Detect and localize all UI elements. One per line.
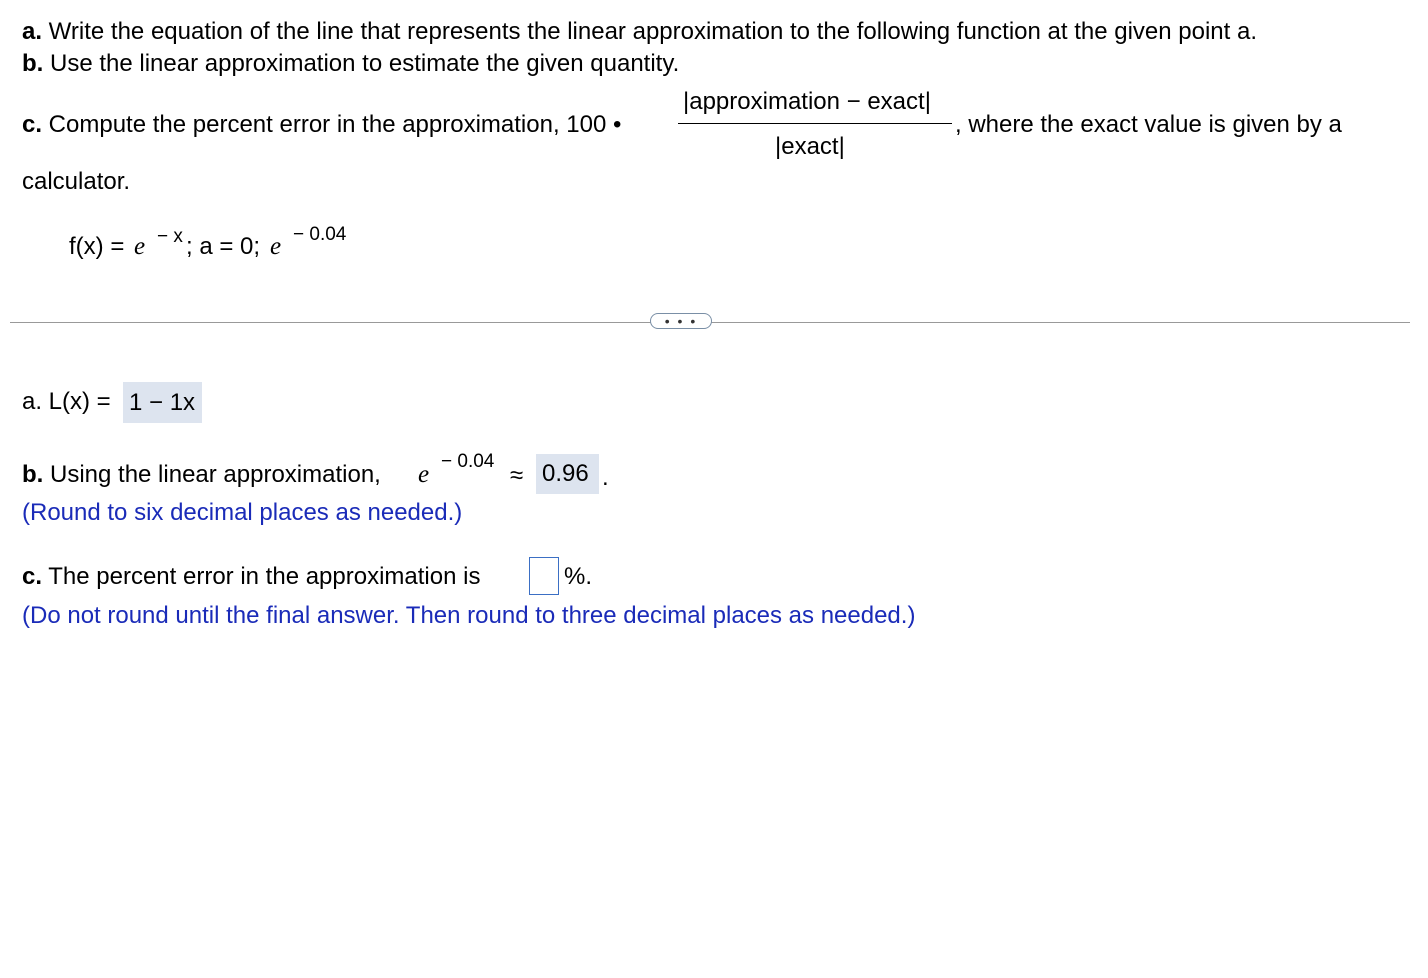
fraction-bar [678,123,952,124]
answer-a-line [22,388,111,416]
percent-error-input[interactable] [529,557,559,595]
function-exponent: − x [157,226,183,247]
part-c-tail-2: calculator. [22,168,131,195]
part-c-tail: , where the exact value is given by a [955,111,1342,138]
part-c-label: c. [22,111,43,138]
quantity-exponent: − 0.04 [293,224,347,245]
answer-b-exponent: − 0.04 [441,451,495,472]
question-part-b [22,50,679,78]
answer-c-text: The percent error in the approximation is [42,563,481,590]
answer-b-hint: (Round to six decimal places as needed.) [22,499,463,526]
answer-b-value: 0.96 [536,454,599,494]
answer-c-line [22,563,480,591]
function-definition [69,233,124,261]
part-a-text: Write the equation of the line that represents the linear approximation to the following function at the given point a. [42,18,1257,45]
answer-b-text: Using the linear approximation, [43,461,381,488]
question-part-c [22,111,621,139]
more-button[interactable]: • • • [650,313,712,329]
question-part-a [22,18,1257,46]
part-b-label: b. [22,50,44,77]
function-lhs: f(x) = [69,233,125,260]
part-b-text: Use the linear approximation to estimate the given quantity. [43,50,680,77]
part-c-text: Compute the percent error in the approximation, 100 • [42,111,622,138]
function-e: e [134,233,146,260]
answer-c-hint: (Do not round until the final answer. Then round to three decimal places as needed.) [22,602,916,629]
answer-c-unit: %. [564,563,593,590]
answer-a-label: a. [22,388,43,415]
answer-b-label: b. [22,461,44,488]
answer-b-period: . [602,464,609,491]
answer-b-e: e [418,461,430,488]
answer-b-line [22,461,381,489]
function-mid: ; a = 0; [186,233,261,260]
fraction-numerator: |approximation − exact| [683,88,931,115]
approx-symbol: ≈ [510,462,524,489]
answer-a-value: 1 − 1x [123,382,202,423]
quantity-e: e [270,233,282,260]
part-a-label: a. [22,18,43,45]
answer-c-label: c. [22,563,43,590]
answer-a-text: L(x) = [42,388,111,415]
fraction-denominator: |exact| [775,133,845,160]
